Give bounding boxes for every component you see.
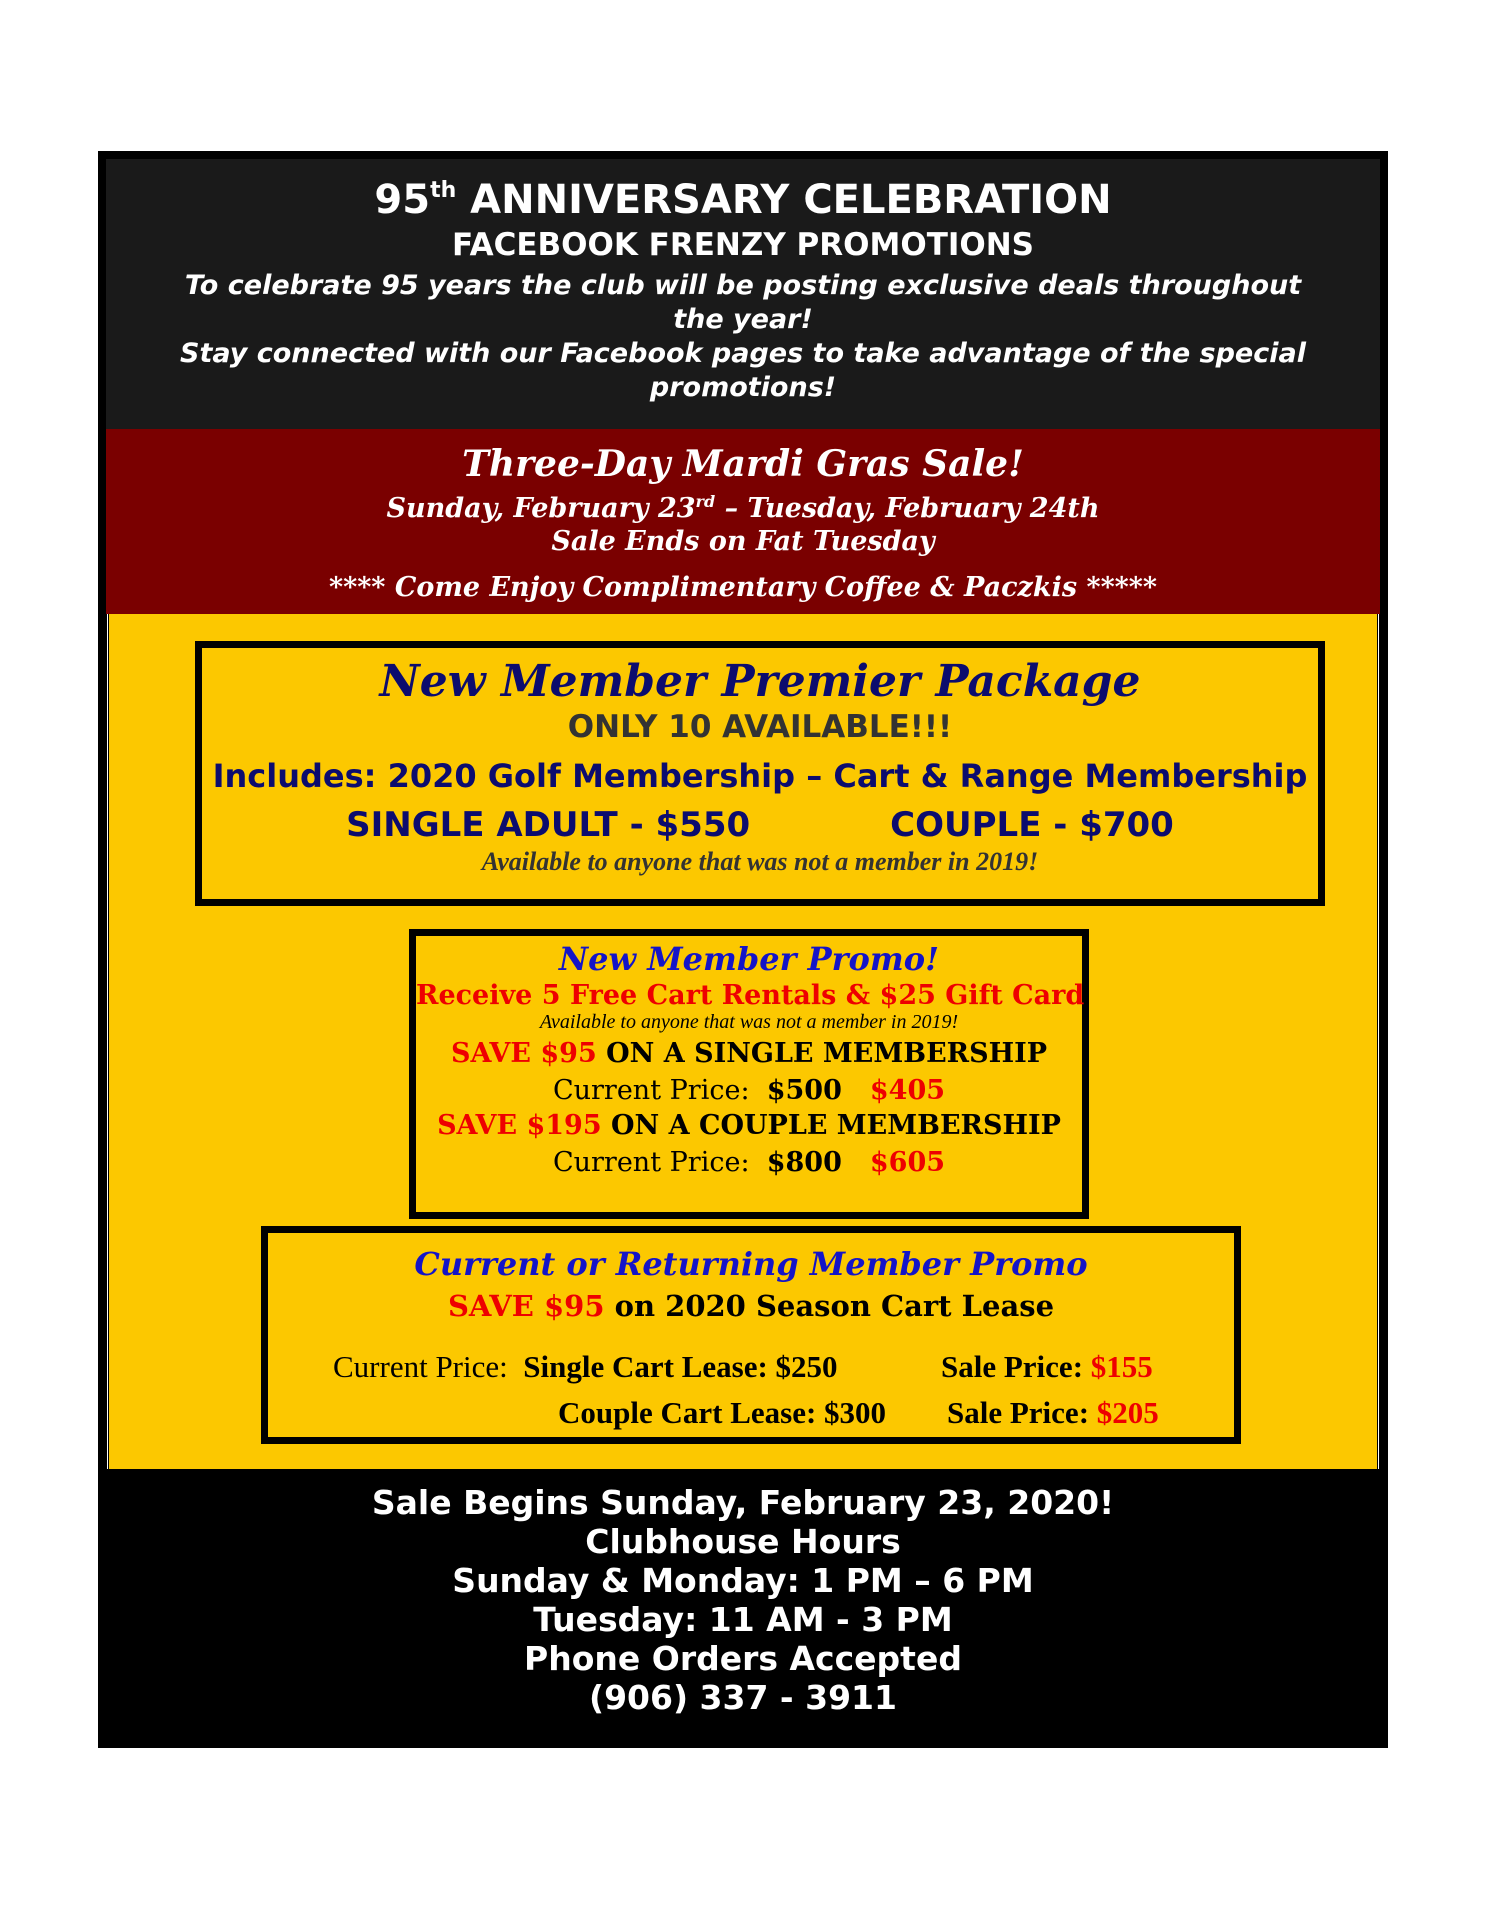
phone-number: (906) 337 - 3911 — [589, 1678, 897, 1717]
package-eligibility: Available to anyone that was not a member in 2019! — [481, 847, 1039, 876]
couple-price-label: Current Price: — [552, 1147, 750, 1178]
couple-lease-price: Couple Cart Lease: $300 — [558, 1395, 887, 1430]
premier-package-title: New Member Premier Package — [379, 656, 1141, 707]
clubhouse-hours-heading: Clubhouse Hours — [585, 1522, 901, 1561]
lease-save-text: on 2020 Season Cart Lease — [604, 1289, 1055, 1323]
couple-membership-price — [416, 1147, 1082, 1178]
couple-save-text: ON A COUPLE MEMBERSHIP — [601, 1110, 1061, 1141]
couple-current-price: $800 — [766, 1147, 842, 1178]
availability-note: ONLY 10 AVAILABLE!!! — [567, 709, 953, 745]
sale-ends: Sale Ends on Fat Tuesday — [551, 526, 935, 557]
single-membership-price — [416, 1075, 1082, 1106]
promotions-subtitle: FACEBOOK FRENZY PROMOTIONS — [451, 227, 1035, 263]
couple-lease-sale — [947, 1395, 1159, 1431]
phone-orders-note: Phone Orders Accepted — [524, 1639, 962, 1678]
intro-line-3: Stay connected with our Facebook pages to take advantage of the special — [180, 338, 1306, 369]
sale-begins: Sale Begins Sunday, February 23, 2020! — [371, 1483, 1115, 1522]
single-save-amount: SAVE $95 — [450, 1038, 597, 1069]
mardi-gras-dates — [106, 485, 1380, 525]
single-sale-label: Sale Price: — [941, 1349, 1084, 1384]
intro-line-4: promotions! — [649, 372, 837, 403]
couple-lease-row — [558, 1395, 886, 1431]
single-lease-sale-price: $155 — [1090, 1349, 1153, 1384]
couple-lease-sale-price: $205 — [1096, 1395, 1159, 1430]
single-save-text: ON A SINGLE MEMBERSHIP — [596, 1038, 1048, 1069]
couple-membership-savings — [416, 1110, 1082, 1141]
coffee-note: **** Come Enjoy Complimentary Coffee & Paczkis ***** — [328, 572, 1158, 603]
flyer-frame — [98, 151, 1388, 1748]
single-membership-savings — [416, 1038, 1082, 1069]
premier-package-box — [195, 641, 1325, 906]
intro-line-2: the year! — [673, 304, 813, 335]
package-prices — [202, 805, 1318, 845]
single-price: SINGLE ADULT - $550 — [346, 805, 751, 845]
anniversary-title — [106, 177, 1380, 223]
lease-save-amount: SAVE $95 — [447, 1289, 605, 1323]
dates-suffix: rd — [695, 492, 716, 511]
lease-price-label: Current Price: — [333, 1349, 508, 1384]
free-cart-offer: Receive 5 Free Cart Rentals & $25 Gift Card — [416, 980, 1085, 1011]
title-number: 95 — [374, 177, 431, 223]
mardi-gras-title: Three-Day Mardi Gras Sale! — [462, 443, 1024, 485]
footer-section — [106, 1469, 1380, 1740]
returning-promo-title: Current or Returning Member Promo — [414, 1245, 1088, 1283]
single-current-price: $500 — [766, 1075, 842, 1106]
couple-save-amount: SAVE $195 — [437, 1110, 602, 1141]
dates-end: – Tuesday, February 24th — [715, 493, 1100, 524]
new-member-promo-box — [409, 929, 1089, 1219]
cart-lease-savings — [268, 1289, 1234, 1323]
couple-sale-label: Sale Price: — [947, 1395, 1090, 1430]
hours-sunday-monday: Sunday & Monday: 1 PM – 6 PM — [452, 1561, 1034, 1600]
single-lease-row — [333, 1349, 838, 1385]
title-suffix: th — [430, 178, 457, 203]
promo-eligibility: Available to anyone that was not a member in 2019! — [539, 1011, 959, 1033]
single-lease-sale — [941, 1349, 1153, 1385]
returning-member-promo-box — [261, 1226, 1241, 1444]
single-sale-price: $405 — [869, 1075, 946, 1106]
new-member-promo-title: New Member Promo! — [558, 940, 940, 978]
single-price-label: Current Price: — [552, 1075, 750, 1106]
couple-price: COUPLE - $700 — [890, 805, 1174, 845]
promo-section — [109, 614, 1377, 1469]
single-lease-price: Single Cart Lease: $250 — [523, 1349, 838, 1384]
dates-start: Sunday, February 23 — [386, 493, 696, 524]
couple-sale-price: $605 — [869, 1147, 946, 1178]
title-rest: ANNIVERSARY CELEBRATION — [456, 177, 1112, 223]
intro-line-1: To celebrate 95 years the club will be posting exclusive deals throughout — [184, 270, 1302, 301]
mardi-gras-section — [106, 429, 1380, 614]
package-includes: Includes: 2020 Golf Membership – Cart & Range Membership — [212, 757, 1308, 795]
header-section — [106, 159, 1380, 429]
hours-tuesday: Tuesday: 11 AM - 3 PM — [533, 1600, 953, 1639]
